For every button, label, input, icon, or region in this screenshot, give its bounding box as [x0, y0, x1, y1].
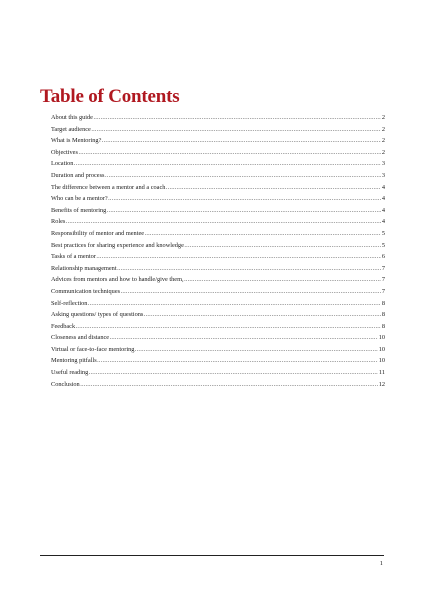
toc-entry[interactable]	[51, 124, 385, 136]
toc-dot-leader	[89, 367, 379, 379]
toc-entry-page-number: 7	[381, 264, 385, 272]
toc-entry-page-number: 8	[381, 322, 385, 330]
toc-entry-page-number: 2	[381, 114, 385, 121]
toc-dot-leader	[97, 355, 378, 367]
toc-entry-page-number: 5	[381, 241, 385, 249]
toc-entry-page-number: 4	[381, 218, 385, 226]
toc-entry-title: Benefits of mentoring	[51, 206, 107, 214]
toc-dot-leader	[74, 158, 381, 170]
toc-entry[interactable]	[51, 158, 385, 170]
toc-entry-page-number: 2	[381, 125, 385, 133]
toc-dot-leader	[66, 216, 382, 228]
toc-entry[interactable]	[51, 367, 385, 379]
toc-dot-leader	[93, 112, 381, 124]
toc-entry[interactable]	[51, 240, 385, 252]
toc-dot-leader	[96, 251, 381, 263]
toc-dot-leader	[78, 147, 381, 159]
toc-dot-leader	[91, 124, 381, 136]
toc-entry-title: Responsibility of mentor and mentee	[51, 229, 145, 237]
toc-entry-title: Best practices for sharing experience and knowledge	[51, 241, 184, 249]
toc-entry-page-number: 4	[381, 195, 385, 203]
toc-dot-leader	[108, 193, 381, 205]
toc-entry-page-number: 4	[381, 206, 385, 214]
toc-entry-title: Feedback	[51, 322, 76, 330]
toc-entry-title: Objectives	[51, 148, 78, 156]
toc-dot-leader	[80, 379, 378, 391]
toc-dot-leader	[102, 135, 381, 147]
toc-entry-title: Location	[51, 160, 74, 168]
page-number: 1	[379, 560, 383, 567]
toc-entry-title: Self-reflection	[51, 299, 88, 307]
toc-entry-title: Target audience	[51, 125, 91, 133]
toc-dot-leader	[184, 274, 381, 286]
toc-entry-title: The difference between a mentor and a coach	[51, 183, 166, 191]
toc-dot-leader	[110, 332, 379, 344]
toc-entry-title: Roles	[51, 218, 66, 226]
toc-entry-title: Tasks of a mentor	[51, 253, 96, 261]
toc-entry[interactable]	[51, 193, 385, 205]
toc-entry-title: Mentoring pitfalls	[51, 357, 97, 365]
toc-entry-page-number: 6	[381, 253, 385, 261]
toc-entry-page-number: 10	[378, 334, 385, 342]
toc-entry-title: About this guide	[51, 114, 93, 121]
toc-dot-leader	[117, 263, 381, 275]
toc-entry-page-number: 11	[378, 369, 385, 377]
toc-entry-page-number: 5	[381, 229, 385, 237]
toc-dot-leader	[105, 170, 381, 182]
toc-entry[interactable]	[51, 321, 385, 333]
toc-heading: Table of Contents	[40, 86, 180, 107]
toc-dot-leader	[135, 344, 378, 356]
toc-entry[interactable]	[51, 263, 385, 275]
toc-entry[interactable]	[51, 170, 385, 182]
toc-entry[interactable]	[51, 251, 385, 263]
toc-entry-page-number: 8	[381, 311, 385, 319]
toc-entry-page-number: 8	[381, 299, 385, 307]
toc-entry[interactable]	[51, 216, 385, 228]
toc-entry-page-number: 4	[381, 183, 385, 191]
toc-entry-page-number: 7	[381, 287, 385, 295]
toc-entry[interactable]	[51, 332, 385, 344]
toc-dot-leader	[166, 182, 381, 194]
footer-rule	[40, 555, 384, 556]
toc-dot-leader	[76, 321, 382, 333]
toc-entry-title: Communication techniques	[51, 287, 121, 295]
toc-entry-page-number: 3	[381, 160, 385, 168]
toc-entry[interactable]	[51, 228, 385, 240]
toc-entry-page-number: 10	[378, 345, 385, 353]
toc-entry[interactable]	[51, 355, 385, 367]
toc-entry-title: Relationship management	[51, 264, 117, 272]
toc-entry-page-number: 2	[381, 137, 385, 145]
toc-entry-page-number: 3	[381, 171, 385, 179]
toc-entry[interactable]	[51, 344, 385, 356]
toc-entry-page-number: 7	[381, 276, 385, 284]
toc-entry[interactable]	[51, 309, 385, 321]
toc-entry-title: Closeness and distance	[51, 334, 110, 342]
toc-entry[interactable]	[51, 379, 385, 391]
toc-entry-title: Useful reading	[51, 369, 89, 377]
toc-entry[interactable]	[51, 274, 385, 286]
toc-entry-title: Duration and process	[51, 171, 105, 179]
toc-entry-page-number: 2	[381, 148, 385, 156]
toc-list	[51, 112, 385, 390]
toc-dot-leader	[144, 309, 381, 321]
toc-dot-leader	[121, 286, 382, 298]
toc-dot-leader	[88, 298, 381, 310]
toc-dot-leader	[184, 240, 381, 252]
toc-entry-title: Conclusion	[51, 380, 80, 388]
toc-entry-page-number: 10	[378, 357, 385, 365]
toc-entry[interactable]	[51, 147, 385, 159]
toc-entry[interactable]	[51, 205, 385, 217]
toc-entry-title: Asking questions/ types of questions	[51, 311, 144, 319]
toc-entry-title: Advices from mentors and how to handle/give them,	[51, 276, 184, 284]
toc-entry[interactable]	[51, 112, 385, 124]
toc-entry[interactable]	[51, 298, 385, 310]
toc-entry-page-number: 12	[378, 380, 385, 388]
toc-entry[interactable]	[51, 135, 385, 147]
toc-entry-title: What is Mentoring?	[51, 137, 102, 145]
toc-dot-leader	[145, 228, 382, 240]
toc-entry-title: Who can be a mentor?	[51, 195, 108, 203]
toc-entry[interactable]	[51, 182, 385, 194]
toc-entry[interactable]	[51, 286, 385, 298]
toc-dot-leader	[107, 205, 382, 217]
toc-entry-title: Virtual or face-to-face mentoring	[51, 345, 135, 353]
